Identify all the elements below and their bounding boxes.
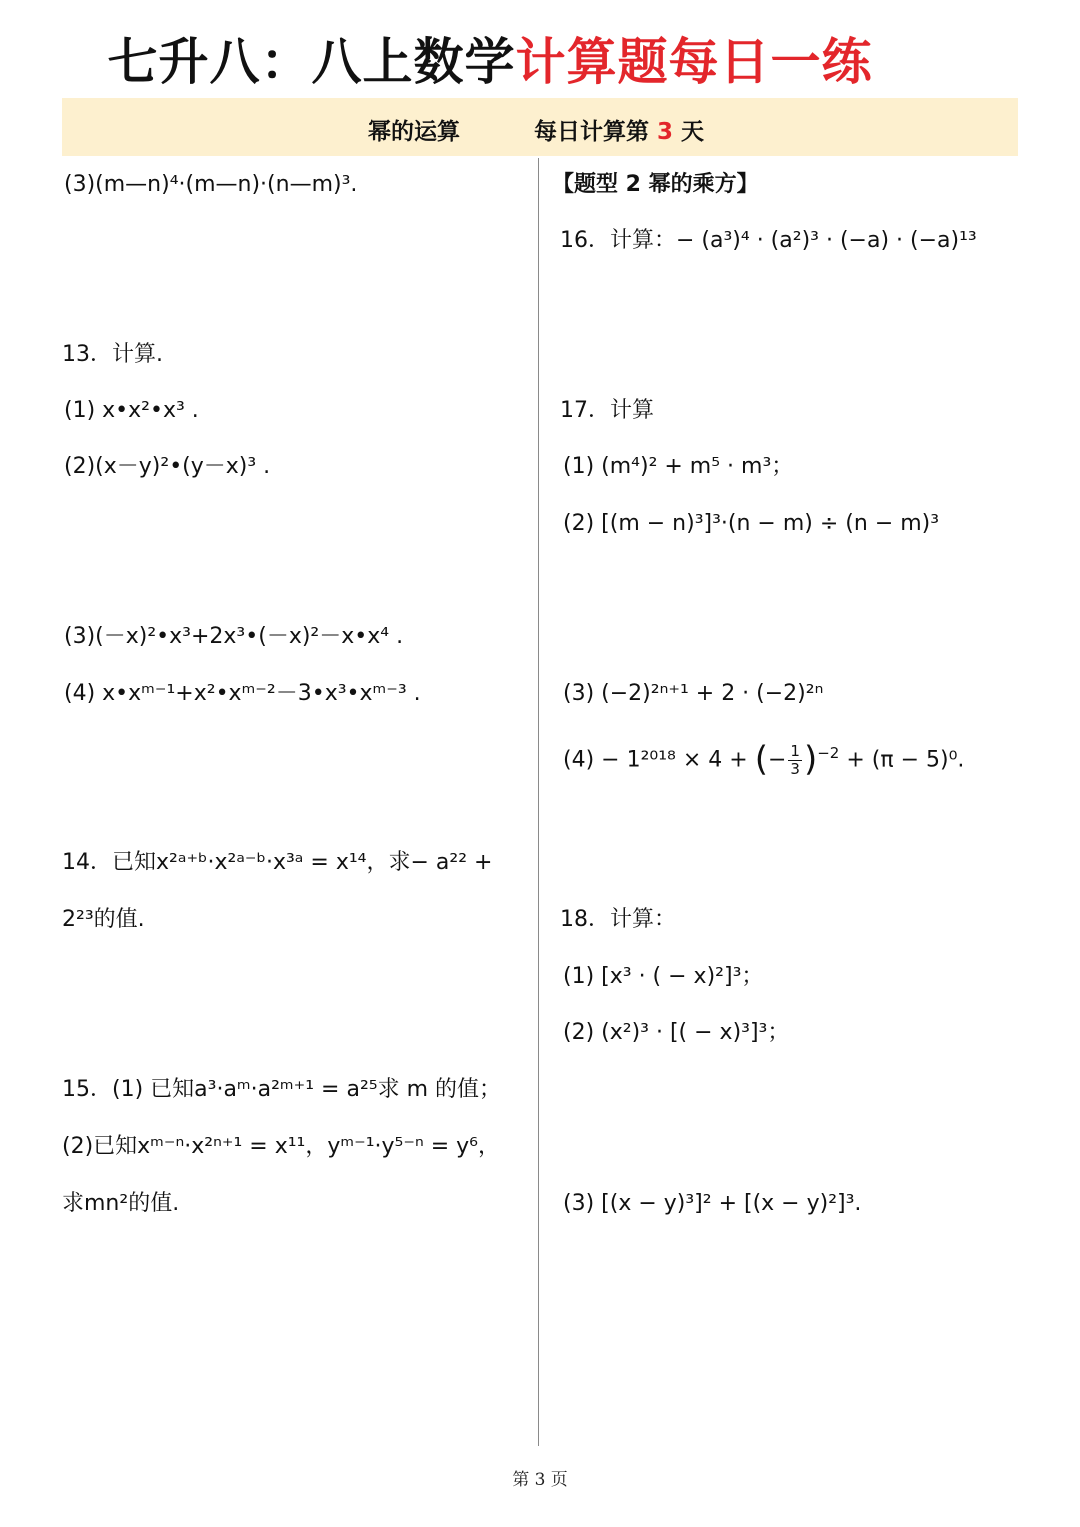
title-black-part: 七升八：八上数学 bbox=[107, 32, 516, 91]
problem-17-title: 17．计算 bbox=[560, 398, 654, 423]
problem-18-part-3: (3) [(x − y)³]² + [(x − y)²]³. bbox=[563, 1191, 862, 1216]
problem-17-part-4 bbox=[563, 736, 964, 778]
day-suffix: 天 bbox=[673, 119, 705, 145]
problem-13-part-4: (4) x•xᵐ⁻¹+x²•xᵐ⁻²－3•x³•xᵐ⁻³ . bbox=[64, 681, 421, 706]
paren-open: ( bbox=[754, 739, 768, 780]
problem-13-part-1: (1) x•x²•x³ . bbox=[64, 398, 199, 423]
day-number: 3 bbox=[657, 119, 674, 145]
problem-18-part-2: (2) (x²)³ · [( − x)³]³； bbox=[563, 1020, 790, 1045]
section-title: 【题型 2 幂的乘方】 bbox=[552, 172, 759, 197]
column-divider bbox=[538, 158, 539, 1446]
subtitle-bar bbox=[62, 98, 1018, 156]
problem-18-title: 18．计算： bbox=[560, 907, 676, 932]
page-title bbox=[0, 22, 980, 94]
problem-15-line-2: (2)已知xᵐ⁻ⁿ·x²ⁿ⁺¹ = x¹¹，yᵐ⁻¹·y⁵⁻ⁿ = y⁶， bbox=[62, 1134, 501, 1159]
fraction-numerator: 1 bbox=[790, 741, 800, 760]
problem-17-part-1: (1) (m⁴)² + m⁵ · m³； bbox=[563, 454, 794, 479]
exponent: −2 bbox=[817, 744, 840, 762]
paren-close: ) bbox=[803, 739, 818, 780]
problem-14-line-2: 2²³的值. bbox=[62, 907, 145, 932]
problem-13-part-3: (3)(－x)²•x³+2x³•(－x)²－x•x⁴ . bbox=[64, 624, 404, 649]
problem-13-part-2: (2)(x－y)²•(y－x)³ . bbox=[64, 454, 271, 479]
topic-label: 幂的运算 bbox=[368, 119, 460, 145]
problem-17-part-2: (2) [(m − n)³]³·(n − m) ÷ (n − m)³ bbox=[563, 511, 940, 536]
page-number: 第 3 页 bbox=[512, 1470, 568, 1490]
problem-17-part-4-a: (4) − 1²⁰¹⁸ × 4 + bbox=[563, 747, 755, 773]
problem-13-title: 13．计算. bbox=[62, 342, 163, 367]
fraction-denominator: 3 bbox=[790, 759, 800, 778]
problem-15-line-3: 求mn²的值. bbox=[62, 1191, 180, 1216]
problem-16: 16．计算：− (a³)⁴ · (a²)³ · (−a) · (−a)¹³ bbox=[560, 228, 977, 253]
fraction bbox=[788, 743, 802, 778]
problem-14-line-1: 14．已知x²ᵃ⁺ᵇ·x²ᵃ⁻ᵇ·x³ᵃ = x¹⁴，求− a²² + bbox=[62, 850, 493, 875]
problem-17-part-3: (3) (−2)²ⁿ⁺¹ + 2 · (−2)²ⁿ bbox=[563, 681, 824, 706]
day-label bbox=[534, 113, 704, 146]
day-prefix: 每日计算第 bbox=[534, 119, 658, 145]
problem-15-line-1: 15．(1) 已知a³·aᵐ·a²ᵐ⁺¹ = a²⁵求 m 的值； bbox=[62, 1077, 502, 1102]
minus-sign: − bbox=[767, 747, 787, 773]
problem-17-part-4-b: + (π − 5)⁰. bbox=[839, 747, 965, 773]
problem-12-part-3: (3)(m—n)⁴·(m—n)·(n—m)³. bbox=[64, 172, 358, 197]
problem-18-part-1: (1) [x³ · ( − x)²]³； bbox=[563, 964, 764, 989]
title-red-part: 计算题每日一练 bbox=[515, 32, 873, 91]
